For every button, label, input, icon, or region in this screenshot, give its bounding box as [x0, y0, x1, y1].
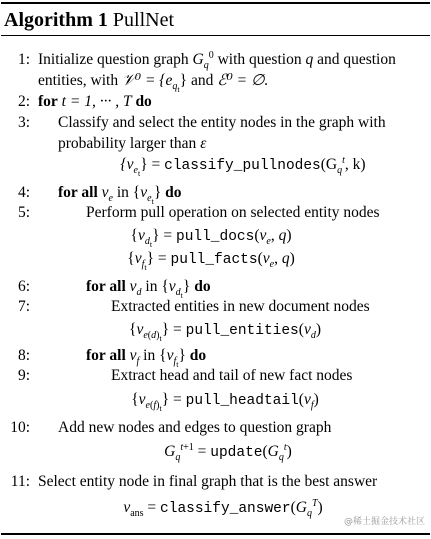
line-9-equation: $\{v_{e(f)_t}\}$ = $pull\_headtail(v_f)$: [131, 391, 319, 414]
algorithm-label: Algorithm 1: [4, 9, 108, 31]
line-1-text-cont: entities, with 𝒱⁰ = $\{e_{q_t}\}$ and ℰ⁰ = ∅.: [38, 72, 269, 95]
line-number-5: 5:: [17, 204, 30, 221]
line-number-6: 6:: [17, 278, 30, 295]
line-11-equation: $v_{ans}$ = $classify\_answer(G_q^T)$: [123, 497, 323, 520]
line-3-text: Classify and select the entity nodes in the graph with: [58, 114, 386, 131]
line-number-4: 4:: [17, 184, 30, 201]
line-number-7: 7:: [17, 298, 30, 315]
line-4-text: for all $v_e$ in $\{v_{e_t}\}$ do: [58, 184, 182, 207]
line-3-text-cont: probability larger than ε: [58, 135, 207, 152]
line-7-equation: $\{v_{e(d)_t}\}$ = $pull\_entities(v_d)$: [128, 321, 321, 344]
line-8-text: for all $v_f$ in $\{v_{f_t}\}$ do: [86, 347, 207, 370]
line-7-text: Extracted entities in new document nodes: [111, 298, 370, 315]
line-3-equation: $\{v_{e_t}\}$ = $classify\_pullnodes(G_q^t$, k): [120, 154, 366, 179]
line-number-11: 11:: [10, 473, 30, 490]
line-5-equation-docs: $\{v_{d_t}\}$ = $pull\_docs(v_e$, q): [130, 227, 292, 250]
bottom-rule: [1, 533, 430, 535]
line-number-2: 2:: [17, 93, 30, 110]
line-6-text: for all $v_d$ in $\{v_{d_t}\}$ do: [86, 278, 211, 301]
line-10-equation: $G_q^{t+1}$ = $update(G_q^t)$: [164, 441, 292, 464]
title-rule: [1, 35, 430, 36]
line-number-8: 8:: [17, 347, 30, 364]
watermark: @稀土掘金技术社区: [343, 517, 425, 527]
line-1-text: Initialize question graph $G_q^0$ with question q and question: [38, 49, 396, 72]
line-11-text: Select entity node in final graph that is the best answer: [38, 473, 378, 490]
top-rule: [1, 2, 430, 4]
algorithm-name: PullNet: [112, 9, 175, 31]
line-number-9: 9:: [17, 367, 30, 384]
line-10-text: Add new nodes and edges to question graph: [58, 419, 332, 436]
line-number-10: 10:: [10, 419, 30, 436]
line-number-3: 3:: [17, 114, 30, 131]
line-5-equation-facts: $\{v_{f_t}\}$ = $pull\_facts(v_e$, q): [127, 250, 295, 273]
line-5-text: Perform pull operation on selected entity nodes: [86, 204, 380, 221]
algorithm-title: [4, 8, 174, 32]
line-2-text: for t = 1, ··· , T do: [38, 93, 152, 110]
line-9-text: Extract head and tail of new fact nodes: [111, 367, 353, 384]
line-number-1: 1:: [17, 51, 30, 68]
